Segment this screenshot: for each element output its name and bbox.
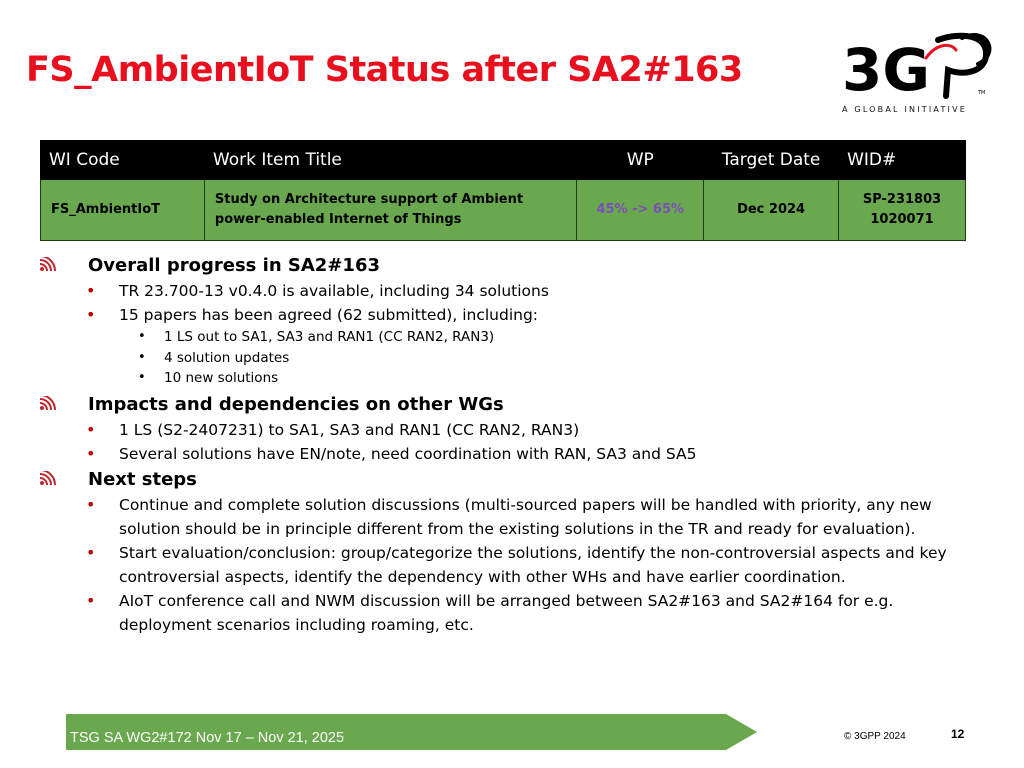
section-heading-text: Impacts and dependencies on other WGs [88,393,504,415]
header-wid: WID# [839,141,966,180]
cell-title-line-2: power-enabled Internet of Things [214,212,462,227]
header-wp: WP [577,141,704,180]
section-heading-impacts [38,391,978,418]
svg-text:TM: TM [978,90,986,96]
cell-wp: 45% -> 65% [577,180,704,241]
cell-wid-line-1: SP-231803 [862,192,942,207]
header-wi-code: WI Code [41,141,205,180]
signal-waves-icon [38,396,58,412]
bullet-item: • Several solutions have EN/note, need coordination with RAN, SA3 and SA5 [38,442,978,466]
cell-wi-code: FS_AmbientIoT [41,180,205,241]
logo-tagline: A GLOBAL INITIATIVE [842,105,968,114]
signal-waves-icon [38,257,58,273]
bullet-item: • AIoT conference call and NWM discussion will be arranged between SA2#163 and SA2#164 for e.g. deployment scenarios including roaming, etc. [38,589,978,637]
sub-bullet-item: • 4 solution updates [38,348,978,369]
cell-work-item-title [204,180,576,241]
cell-target-date: Dec 2024 [704,180,839,241]
work-item-table [40,140,966,241]
table-row [41,180,966,241]
cell-wid [839,180,966,241]
section-heading-text: Overall progress in SA2#163 [88,255,380,276]
table-header-row [41,141,966,180]
bullet-item: • 15 papers has been agreed (62 submitted), including: [38,303,978,327]
cell-title-line-1: Study on Architecture support of Ambient [214,192,524,207]
bullet-item: • Start evaluation/conclusion: group/categorize the solutions, identify the non-controversial aspects and key controversial aspects, identify the dependency with other WHs and have earlier coordination. [38,541,978,589]
bullet-item: • TR 23.700-13 v0.4.0 is available, including 34 solutions [38,279,978,303]
footer-copyright: © 3GPP 2024 [844,731,906,742]
bullet-item: • Continue and complete solution discussions (multi-sourced papers will be handled with priority, any new solution should be in principle different from the existing solutions in the TR and ready for evaluation). [38,493,978,541]
section-heading-overall-progress [38,252,978,279]
signal-waves-icon [38,471,58,487]
svg-text:3G: 3G [842,36,930,104]
cell-wid-line-2: 1020071 [870,212,934,227]
sub-bullet-item: • 10 new solutions [38,368,978,389]
slide-body [38,252,978,637]
section-heading-next-steps [38,466,978,493]
header-work-item-title: Work Item Title [204,141,576,180]
section-heading-text: Next steps [88,468,197,490]
bullet-item: • 1 LS (S2-2407231) to SA1, SA3 and RAN1 (CC RAN2, RAN3) [38,418,978,442]
footer-meeting-info: TSG SA WG2#172 Nov 17 – Nov 21, 2025 [70,730,345,746]
sub-bullet-item: • 1 LS out to SA1, SA3 and RAN1 (CC RAN2, RAN3) [38,327,978,348]
page-title: FS_AmbientIoT Status after SA2#163 [26,50,743,90]
header-target-date: Target Date [704,141,839,180]
page-number: 12 [951,727,965,741]
